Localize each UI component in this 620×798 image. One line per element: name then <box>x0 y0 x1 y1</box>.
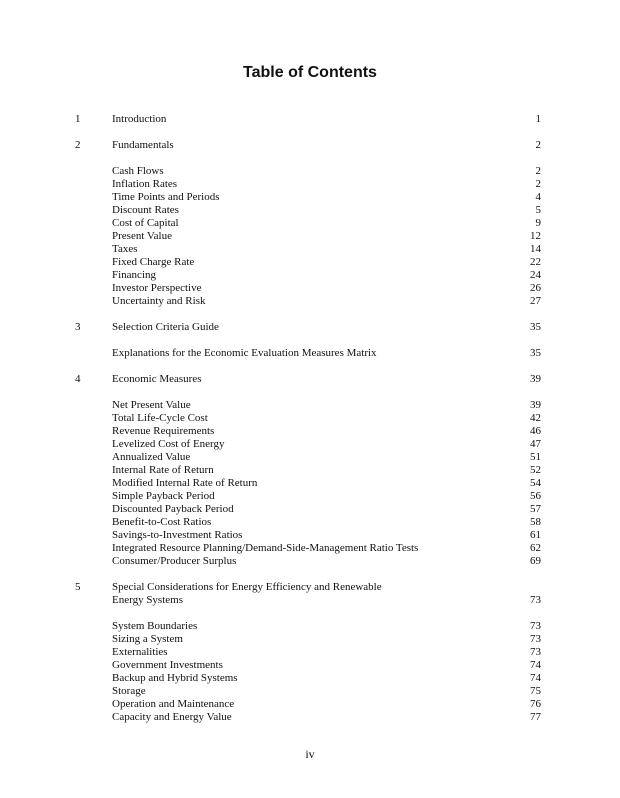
dot-leader <box>169 113 532 126</box>
section-entry[interactable] <box>112 633 541 646</box>
section-entry[interactable] <box>112 464 541 477</box>
section-entry[interactable] <box>112 477 541 490</box>
dot-leader <box>237 698 527 711</box>
entry-page: 69 <box>530 555 541 567</box>
section-entry[interactable] <box>112 399 541 412</box>
chapter-entry[interactable] <box>75 139 541 152</box>
section-entry[interactable] <box>112 711 541 724</box>
section-entry[interactable] <box>112 412 541 425</box>
dot-leader <box>200 620 527 633</box>
dot-leader <box>214 516 527 529</box>
entry-title: Explanations for the Economic Evaluation Measures Matrix <box>112 347 377 359</box>
section-entry[interactable] <box>112 529 541 542</box>
entry-title: Special Considerations for Energy Efficiency and Renewable <box>112 581 382 593</box>
dot-leader <box>197 256 527 269</box>
entry-title: Revenue Requirements <box>112 425 215 437</box>
entry-title: Net Present Value <box>112 399 191 411</box>
section-entry[interactable] <box>112 503 541 516</box>
entry-page: 57 <box>530 503 541 515</box>
entry-title: Annualized Value <box>112 451 191 463</box>
entry-page: 73 <box>530 633 541 645</box>
entry-page: 39 <box>530 399 541 411</box>
section-list <box>0 347 620 360</box>
entry-title: Present Value <box>112 230 172 242</box>
section-entry[interactable] <box>112 204 541 217</box>
chapter-entry[interactable] <box>75 321 541 334</box>
entry-page: 73 <box>530 646 541 658</box>
dot-leader <box>141 243 528 256</box>
entry-title: Investor Perspective <box>112 282 202 294</box>
section-entry[interactable] <box>112 620 541 633</box>
chapter <box>0 113 620 126</box>
dot-leader <box>149 685 527 698</box>
entry-page: 39 <box>530 373 541 385</box>
dot-leader <box>180 178 532 191</box>
entry-page: 4 <box>535 191 541 203</box>
entry-title: Selection Criteria Guide <box>112 321 219 333</box>
section-list <box>0 165 620 308</box>
section-entry[interactable] <box>112 451 541 464</box>
dot-leader <box>167 165 532 178</box>
entry-page: 22 <box>530 256 541 268</box>
entry-page: 35 <box>530 347 541 359</box>
section-entry[interactable] <box>112 178 541 191</box>
entry-page: 27 <box>530 295 541 307</box>
entry-title: Simple Payback Period <box>112 490 215 502</box>
dot-leader <box>159 269 527 282</box>
section-entry[interactable] <box>112 646 541 659</box>
section-entry[interactable] <box>112 269 541 282</box>
dot-leader <box>222 191 532 204</box>
dot-leader <box>177 139 532 152</box>
section-entry[interactable] <box>112 516 541 529</box>
chapter <box>0 321 620 360</box>
dot-leader <box>217 464 527 477</box>
chapter-entry[interactable] <box>112 594 541 607</box>
entry-title: Fundamentals <box>112 139 174 151</box>
section-entry[interactable] <box>112 295 541 308</box>
dot-leader <box>186 594 527 607</box>
entry-page: 9 <box>535 217 541 229</box>
entry-title: Uncertainty and Risk <box>112 295 206 307</box>
entry-page: 14 <box>530 243 541 255</box>
dot-leader <box>171 646 527 659</box>
section-entry[interactable] <box>112 165 541 178</box>
entry-page: 73 <box>530 594 541 606</box>
dot-leader <box>260 477 527 490</box>
entry-page: 75 <box>530 685 541 697</box>
entry-page: 5 <box>535 204 541 216</box>
section-list <box>0 620 620 724</box>
entry-title: Introduction <box>112 113 167 125</box>
section-list <box>0 399 620 568</box>
entry-title: System Boundaries <box>112 620 198 632</box>
dot-leader <box>205 282 528 295</box>
dot-leader <box>182 204 532 217</box>
dot-leader <box>226 659 527 672</box>
chapter-number: 1 <box>75 113 81 125</box>
entry-title: Energy Systems <box>112 594 183 606</box>
entry-title: Cash Flows <box>112 165 164 177</box>
entry-title: Economic Measures <box>112 373 202 385</box>
table-of-contents <box>0 113 620 724</box>
entry-page: 73 <box>530 620 541 632</box>
entry-page: 62 <box>530 542 541 554</box>
entry-page: 2 <box>535 165 541 177</box>
dot-leader <box>193 451 527 464</box>
dot-leader <box>245 529 527 542</box>
entry-title: Fixed Charge Rate <box>112 256 195 268</box>
chapter <box>0 581 620 724</box>
dot-leader <box>421 542 527 555</box>
entry-title: Cost of Capital <box>112 217 179 229</box>
entry-title: Capacity and Energy Value <box>112 711 232 723</box>
dot-leader <box>217 425 527 438</box>
entry-title: Consumer/Producer Surplus <box>112 555 237 567</box>
chapter-number: 5 <box>75 581 81 593</box>
entry-title: Time Points and Periods <box>112 191 220 203</box>
section-entry[interactable] <box>112 230 541 243</box>
section-entry[interactable] <box>112 191 541 204</box>
entry-title: Operation and Maintenance <box>112 698 235 710</box>
entry-page: 35 <box>530 321 541 333</box>
dot-leader <box>218 490 527 503</box>
section-entry[interactable] <box>112 347 541 360</box>
dot-leader <box>222 321 527 334</box>
entry-title: Taxes <box>112 243 138 255</box>
chapter-entry[interactable] <box>75 113 541 126</box>
dot-leader <box>380 347 527 360</box>
entry-page: 12 <box>530 230 541 242</box>
chapter <box>0 373 620 568</box>
entry-title: Discounted Payback Period <box>112 503 234 515</box>
dot-leader <box>241 672 527 685</box>
chapter <box>0 139 620 308</box>
chapter-number: 2 <box>75 139 81 151</box>
chapter-entry[interactable] <box>75 373 541 386</box>
entry-title: Sizing a System <box>112 633 183 645</box>
entry-page: 24 <box>530 269 541 281</box>
page-title: Table of Contents <box>243 64 377 81</box>
entry-page: 2 <box>535 178 541 190</box>
entry-page: 52 <box>530 464 541 476</box>
section-entry[interactable] <box>112 542 541 555</box>
entry-page: 58 <box>530 516 541 528</box>
entry-page: 54 <box>530 477 541 489</box>
entry-page: 56 <box>530 490 541 502</box>
dot-leader <box>175 230 527 243</box>
entry-page: 76 <box>530 698 541 710</box>
entry-title: Integrated Resource Planning/Demand-Side-Management Ratio Tests <box>112 542 419 554</box>
section-entry[interactable] <box>112 698 541 711</box>
dot-leader <box>182 217 532 230</box>
dot-leader <box>211 412 527 425</box>
section-entry[interactable] <box>112 438 541 451</box>
entry-page: 51 <box>530 451 541 463</box>
section-entry[interactable] <box>112 243 541 256</box>
section-entry[interactable] <box>112 555 541 568</box>
entry-page: 2 <box>535 139 541 151</box>
section-entry[interactable] <box>112 256 541 269</box>
page-number: iv <box>305 747 315 761</box>
entry-title: Savings-to-Investment Ratios <box>112 529 243 541</box>
entry-page: 47 <box>530 438 541 450</box>
entry-page: 74 <box>530 672 541 684</box>
entry-page: 74 <box>530 659 541 671</box>
section-entry[interactable] <box>112 672 541 685</box>
entry-page: 1 <box>535 113 541 125</box>
dot-leader <box>228 438 527 451</box>
entry-title: Internal Rate of Return <box>112 464 214 476</box>
section-entry[interactable] <box>112 685 541 698</box>
entry-page: 46 <box>530 425 541 437</box>
entry-title: Externalities <box>112 646 168 658</box>
dot-leader <box>194 399 527 412</box>
section-entry[interactable] <box>112 425 541 438</box>
section-entry[interactable] <box>112 282 541 295</box>
entry-page: 26 <box>530 282 541 294</box>
entry-page: 42 <box>530 412 541 424</box>
dot-leader <box>235 711 527 724</box>
entry-title: Financing <box>112 269 156 281</box>
dot-leader <box>237 503 527 516</box>
entry-page: 77 <box>530 711 541 723</box>
entry-title: Total Life-Cycle Cost <box>112 412 208 424</box>
section-entry[interactable] <box>112 490 541 503</box>
entry-page: 61 <box>530 529 541 541</box>
dot-leader <box>186 633 527 646</box>
dot-leader <box>205 373 528 386</box>
entry-title: Government Investments <box>112 659 223 671</box>
chapter-title-line <box>75 581 541 594</box>
entry-title: Storage <box>112 685 146 697</box>
chapter-number: 4 <box>75 373 81 385</box>
dot-leader <box>239 555 527 568</box>
chapter-number: 3 <box>75 321 81 333</box>
section-entry[interactable] <box>112 659 541 672</box>
dot-leader <box>208 295 527 308</box>
entry-title: Modified Internal Rate of Return <box>112 477 258 489</box>
section-entry[interactable] <box>112 217 541 230</box>
entry-title: Backup and Hybrid Systems <box>112 672 238 684</box>
entry-title: Discount Rates <box>112 204 179 216</box>
entry-title: Benefit-to-Cost Ratios <box>112 516 212 528</box>
entry-title: Inflation Rates <box>112 178 178 190</box>
entry-title: Levelized Cost of Energy <box>112 438 225 450</box>
